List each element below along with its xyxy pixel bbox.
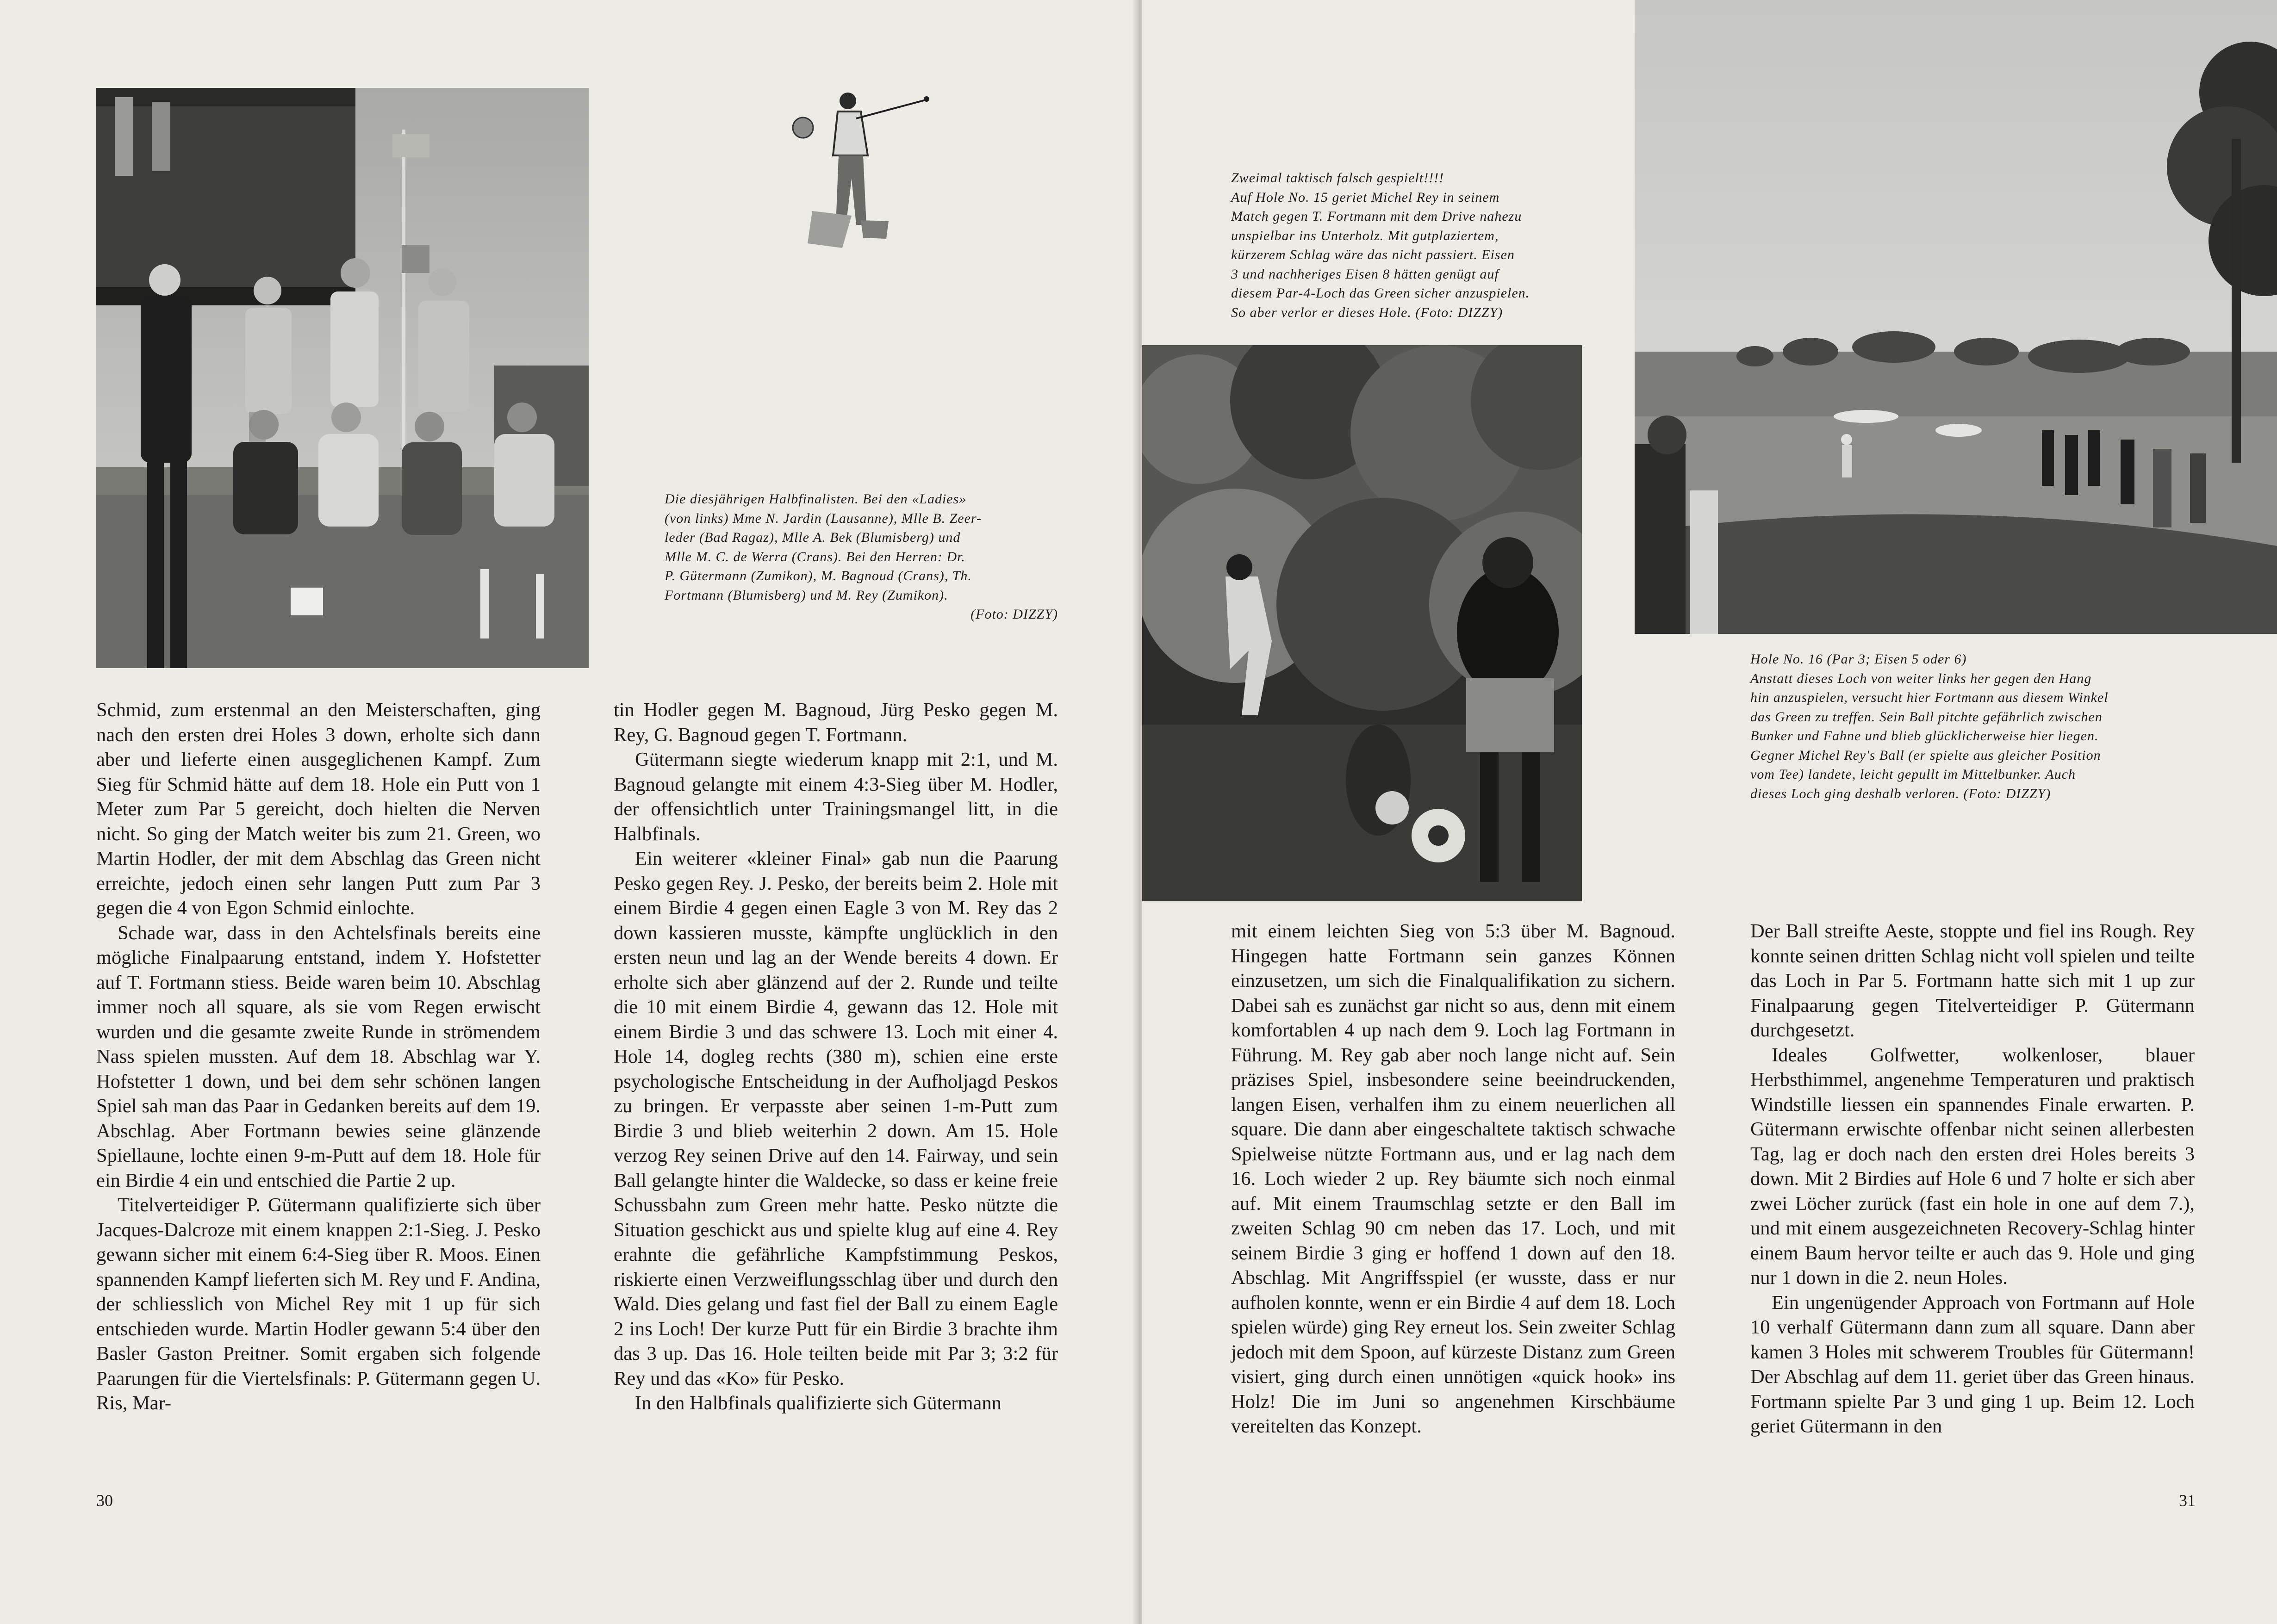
caption-line: Match gegen T. Fortmann mit dem Drive nahezu bbox=[1231, 209, 1522, 224]
paragraph: Schade war, dass in den Achtelsfinals bereits eine mögliche Finalpaarung entstand, indem Y. Hofstetter auf T. Fortmann stiess. Beide waren beim 10. Abschlag immer noch all square, als sie vom Regen erwischt wurden und die gesamte zweite Runde in strömendem Nass spielen mussten. Auf dem 18. Abschlag war Y. Hofstetter 1 down, und bei dem sehr schönen langen Spiel sah man das Paar in Gedanken bereits auf dem 19. Abschlag. Aber Fortmann bewies seine glänzende Spiellaune, lochte einen 9-m-Putt auf dem 18. Hole für ein Birdie 4 ein und entschied die Partie 2 up. bbox=[96, 922, 541, 1191]
caption-line: So aber verlor er dieses Hole. (Foto: DIZZY) bbox=[1231, 304, 1503, 320]
right-text-column-1 bbox=[1231, 919, 1675, 1439]
paragraph: Ideales Golfwetter, wolkenloser, blauer Herbsthimmel, angenehme Temperaturen und praktisch Windstille liessen ein spannendes Finale erwarten. P. Gütermann erwischte offenbar nicht seinen allerbesten Tag, lag er doch nach den ersten drei Holes bereits 3 down. Mit 2 Birdies auf Hole 6 und 7 holte er sich aber zwei Löcher zurück (fast ein hole in one auf dem 7.), und mit einem ausgezeichneten Recovery-Schlag hinter einem Baum hervor teilte er auch das 9. Hole und ging nur 1 down in die 2. neun Holes. bbox=[1750, 1044, 2195, 1289]
caption-line: Anstatt dieses Loch von weiter links her gegen den Hang bbox=[1750, 670, 2092, 686]
hole-16-course-photo bbox=[1635, 0, 2277, 634]
caption-line: diesem Par-4-Loch das Green sicher anzuspielen. bbox=[1231, 285, 1530, 301]
caption-line: dieses Loch ging deshalb verloren. (Foto: DIZZY) bbox=[1750, 786, 2051, 801]
paragraph: Gütermann siegte wiederum knapp mit 2:1, und M. Bagnoud gelangte mit einem 4:3-Sieg über M. Hodler, der offensichtlich unter Trainingsmangel litt, in die Halbfinals. bbox=[614, 749, 1058, 845]
page-number: 31 bbox=[2179, 1491, 2196, 1510]
caption-line: Mlle M. C. de Werra (Crans). Bei den Herren: Dr. bbox=[665, 549, 965, 564]
paragraph: tin Hodler gegen M. Bagnoud, Jürg Pesko gegen M. Rey, G. Bagnoud gegen T. Fortmann. bbox=[614, 699, 1058, 746]
caption-line: Hole No. 16 (Par 3; Eisen 5 oder 6) bbox=[1750, 651, 1967, 667]
paragraph: Titelverteidiger P. Gütermann qualifizierte sich über Jacques-Dalcroze mit einem knappen 2:1-Sieg. J. Pesko gewann sicher mit einem 6:4-Sieg über R. Moos. Einen spannenden Kampf lieferten sich M. Rey und F. Andina, der schliesslich von Michel Rey mit 1 up für sich entschieden wurde. Martin Hodler gewann 5:4 über den Basler Gaston Preitner. Somit ergaben sich folgende Paarungen für die Viertelsfinals: P. Gütermann gegen U. Ris, Mar- bbox=[96, 1194, 541, 1414]
caption-line: vom Tee) landete, leicht gepullt im Mittelbunker. Auch bbox=[1750, 767, 2076, 782]
semifinalists-group-photo bbox=[96, 88, 589, 668]
caption-line: das Green zu treffen. Sein Ball pitchte gefährlich zwischen bbox=[1750, 709, 2103, 725]
paragraph: mit einem leichten Sieg von 5:3 über M. Bagnoud. Hingegen hatte Fortmann sein ganzes Können einzusetzen, um sich die Finalqualifikation zu sichern. Dabei sah es zunächst gar nicht so aus, denn mit einem komfortablen 4 up nach dem 9. Loch lag Fortmann in Führung. M. Rey gab aber noch lange nicht auf. Sein präzises Spiel, insbesondere seine beeindruckenden, langen Eisen, verhalfen ihm zu einem neuerlichen all square. Die dann aber eingeschaltete taktisch schwache Spielweise nützte Fortmann aus, und er lag nach dem 16. Loch wieder 2 up. Rey bäumte sich noch einmal auf. Mit einem Traumschlag setzte er den Ball im zweiten Schlag 90 cm neben das 17. Loch, und mit seinem Birdie 3 ging er hoffend 1 down auf den 18. Abschlag. Mit Angriffsspiel (er wusste, dass er nur aufholen konnte, wenn er ein Birdie 4 auf dem 18. Loch spielen würde) ging Rey erneut los. Sein zweiter Schlag jedoch mit dem Spoon, auf kürzeste Distanz zum Green visiert, ging durch einen unnötigen «quick hook» ins Holz! Die im Juni so angenehmen Kirschbäume vereitelten das Konzept. bbox=[1231, 920, 1675, 1437]
caption-line: Bunker und Fahne und blieb glücklicherweise hier liegen. bbox=[1750, 728, 2099, 744]
left-text-column-1 bbox=[96, 698, 541, 1416]
hole-16-caption bbox=[1750, 650, 2232, 803]
right-text-column-2 bbox=[1750, 919, 2195, 1439]
caption-line: Fortmann (Blumisberg) und M. Rey (Zumikon). bbox=[665, 587, 948, 603]
caption-line: Gegner Michel Rey's Ball (er spielte aus gleicher Position bbox=[1750, 747, 2101, 763]
caption-line: Die diesjährigen Halbfinalisten. Bei den «Ladies» bbox=[665, 491, 967, 507]
left-text-column-2 bbox=[614, 698, 1058, 1416]
right-page bbox=[1142, 0, 2277, 1624]
caption-line: P. Gütermann (Zumikon), M. Bagnoud (Crans), Th. bbox=[665, 568, 972, 583]
group-photo-caption bbox=[665, 490, 1058, 624]
paragraph: Schmid, zum erstenmal an den Meisterschaften, ging nach den ersten drei Holes 3 down, erholte sich dann aber und lieferte einen ausgeglichenen Kampf. Zum Sieg für Schmid hätte auf dem 18. Hole ein Putt von 1 Meter zum Par 5 gereicht, doch hielten die Nerven nicht. So ging der Match weiter bis zum 21. Green, wo Martin Hodler, der mit dem Abschlag das Green nicht erreichte, jedoch einen sehr langen Putt zum Par 3 gegen die 4 von Egon Schmid einlochte. bbox=[96, 699, 541, 919]
caption-line: hin anzuspielen, versucht hier Fortmann aus diesem Winkel bbox=[1750, 690, 2109, 705]
paragraph: Der Ball streifte Aeste, stoppte und fiel ins Rough. Rey konnte seinen dritten Schlag nicht voll spielen und teilte das Loch in Par 5. Fortmann hatte sich mit 1 up zur Finalpaarung gegen Titelverteidiger P. Gütermann durchgesetzt. bbox=[1750, 920, 2195, 1041]
paragraph: In den Halbfinals qualifizierte sich Gütermann bbox=[635, 1392, 1002, 1414]
caption-line: unspielbar ins Unterholz. Mit gutplaziertem, bbox=[1231, 228, 1499, 243]
photo-credit: (Foto: DIZZY) bbox=[971, 607, 1058, 622]
left-page bbox=[0, 0, 1138, 1624]
caption-line: kürzerem Schlag wäre das nicht passiert. Eisen bbox=[1231, 247, 1515, 262]
caption-line: Zweimal taktisch falsch gespielt!!!! bbox=[1231, 170, 1444, 186]
page-number: 30 bbox=[96, 1491, 113, 1510]
hole-15-caption bbox=[1231, 168, 1592, 322]
caption-line: leder (Bad Ragaz), Mlle A. Bek (Blumisberg) und bbox=[665, 530, 961, 545]
caption-line: Auf Hole No. 15 geriet Michel Rey in seinem bbox=[1231, 189, 1500, 205]
caption-line: (von links) Mme N. Jardin (Lausanne), Mlle B. Zeer- bbox=[665, 510, 982, 526]
golfer-swing-illustration bbox=[787, 91, 939, 255]
hole-15-underbrush-photo bbox=[1142, 345, 1582, 901]
paragraph: Ein weiterer «kleiner Final» gab nun die Paarung Pesko gegen Rey. J. Pesko, der bereits beim 2. Hole mit einem Birdie 4 gegen einen Eagle 3 von M. Rey das 2 down kassieren musste, kämpfte unglücklich in den ersten neun und lag an der Wende bereits 4 down. Er erholte sich aber glänzend auf der 2. Runde und teilte die 10 mit einem Birdie 4, gewann das 12. Hole mit einem Birdie 3 und das schwere 13. Loch mit einer 4. Hole 14, dogleg rechts (380 m), schien eine erste psychologische Entscheidung in der Aufholjagd Peskos zu bringen. Er verpasste aber seinen 1-m-Putt zum Birdie 3 und blieb weiterhin 2 down. Am 15. Hole verzog Rey seinen Drive auf den 14. Fairway, und sein Ball gelangte hinter die Waldecke, so dass er keine freie Schussbahn zum Green mehr hatte. Pesko nützte die Situation geschickt aus und spielte klug auf eine 4. Rey erahnte die gefährliche Kampfstimmung Peskos, riskierte einen Verzweiflungsschlag über und durch den Wald. Dies gelang und fast fiel der Ball zu einem Eagle 2 ins Loch! Der kurze Putt für ein Birdie 3 brachte ihm das 3 up. Das 16. Hole teilten beide mit Par 3; 3:2 für Rey und das «Ko» für Pesko. bbox=[614, 848, 1058, 1389]
paragraph: Ein ungenügender Approach von Fortmann auf Hole 10 verhalf Gütermann dann zum all square. Dann aber kamen 3 Holes mit schwerem Troubles für Gütermann! Der Abschlag auf dem 11. geriet über das Green hinaus. Fortmann spielte Par 3 und ging 1 up. Beim 12. Loch geriet Gütermann in den bbox=[1750, 1291, 2195, 1437]
caption-line: 3 und nachheriges Eisen 8 hätten genügt auf bbox=[1231, 266, 1499, 282]
